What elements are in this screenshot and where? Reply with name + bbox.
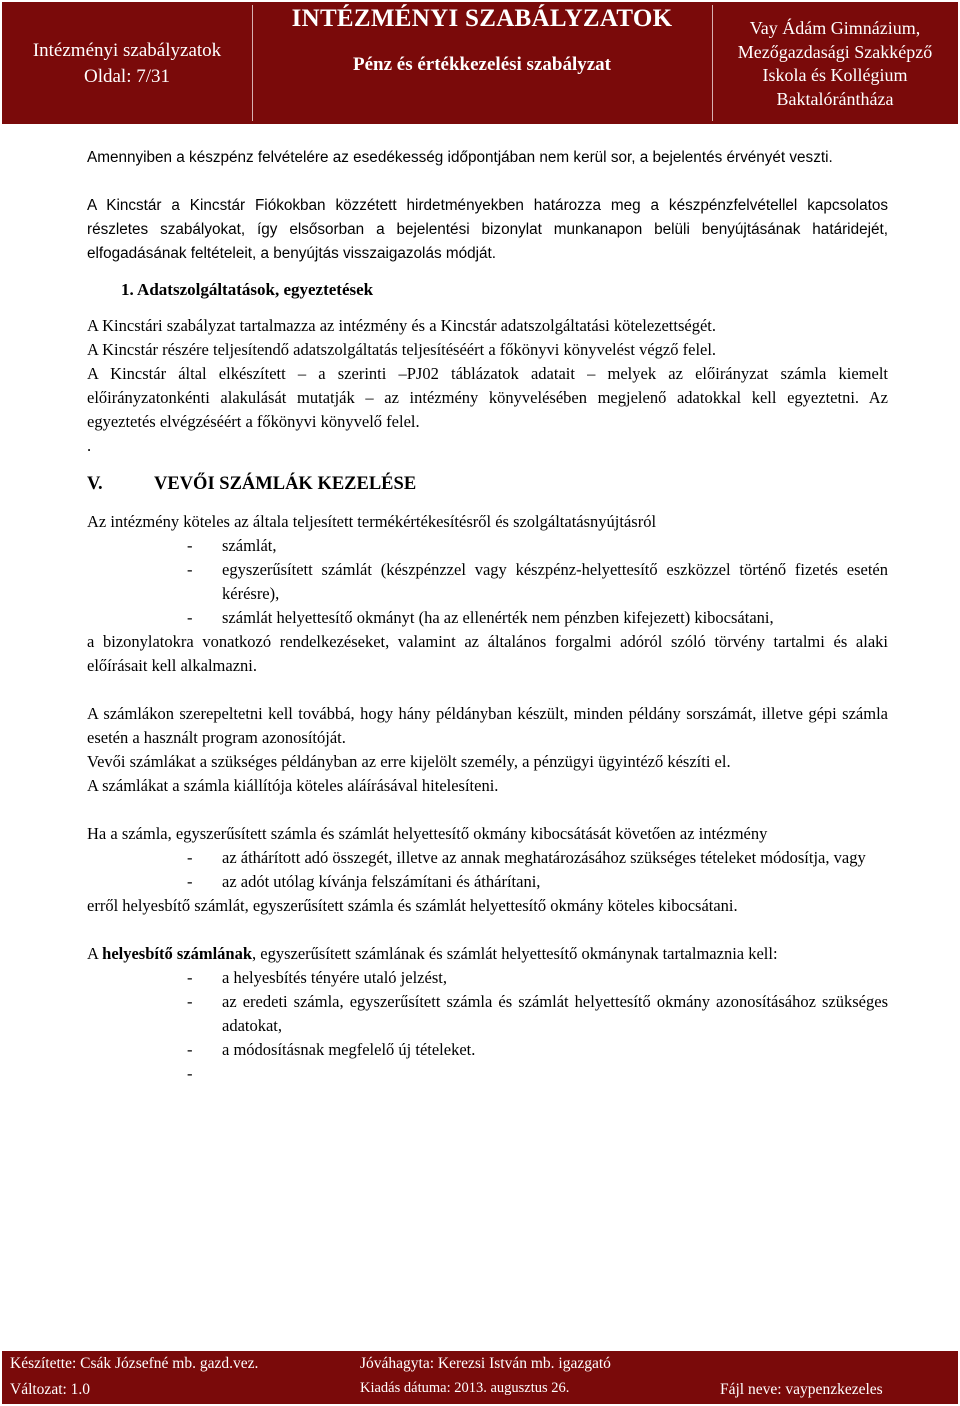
header-left-cell	[2, 2, 252, 124]
paragraph: erről helyesbítő számlát, egyszerűsített számla és számlát helyettesítő okmány köteles kibocsátani.	[87, 896, 738, 915]
paragraph: a bizonylatokra vonatkozó rendelkezéseket, valamint az általános forgalmi adóról szóló törvény tartalmi és alaki előírásait kell alkalmazni.	[87, 632, 888, 675]
paragraph: Ha a számla, egyszerűsített számla és számlát helyettesítő okmány kibocsátását követően az intézmény	[87, 824, 768, 843]
institution-line: Mezőgazdasági Szakképző	[737, 41, 933, 62]
header-doc-category: Intézményi szabályzatok	[32, 40, 222, 61]
paragraph: A Kincstári szabályzat tartalmazza az intézmény és a Kincstár adatszolgáltatási kötelezettségét.	[87, 316, 716, 335]
paragraph: A Kincstár által elkészített – a szerinti –PJ02 táblázatok adatait – melyek az előirányzat számla kiemelt előirányzatonkénti alakulását mutatják – az intézmény könyvelésében megjelenő adatokkal kell egyeztetni. Az egyeztetés elvégzéséért a főkönyvi könyvelő felel.	[87, 364, 888, 431]
list-item: - az adót utólag kívánja felszámítani és áthárítani,	[187, 872, 541, 891]
institution-line: Vay Ádám Gimnázium,	[749, 18, 921, 38]
footer-filename: Fájl neve: vaypenzkezeles	[720, 1381, 883, 1398]
list-item: - az eredeti számla, egyszerűsített számla és számlát helyettesítő okmány azonosításához szükséges adatokat,	[187, 992, 888, 1035]
list-item: - a módosításnak megfelelő új tételeket.	[187, 1040, 476, 1059]
paragraph: .	[87, 436, 92, 455]
paragraph: A számlákat a számla kiállítója köteles aláírásával hitelesíteni.	[87, 776, 499, 795]
institution-name	[712, 17, 958, 111]
paragraph: A Kincstár részére teljesítendő adatszolgáltatás teljesítéséért a főkönyvi könyvelést végző felel.	[87, 340, 717, 359]
footer-version: Változat: 1.0	[10, 1381, 91, 1398]
header-title: INTÉZMÉNYI SZABÁLYZATOK	[291, 5, 673, 32]
list-item: - az áthárított adó összegét, illetve az annak meghatározásához szükséges tételeket módosítja, vagy	[187, 848, 866, 867]
header-right-cell	[712, 2, 958, 124]
footer-approved: Jóváhagyta: Kerezsi István mb. igazgató	[360, 1355, 611, 1372]
section-title: VEVŐI SZÁMLÁK KEZELÉSE	[154, 474, 417, 494]
footer-issue-date: Kiadás dátuma: 2013. augusztus 26.	[360, 1380, 570, 1396]
institution-line: Baktalórántháza	[776, 88, 894, 109]
document-body	[87, 146, 888, 1083]
footer-author: Készítette: Csák Józsefné mb. gazd.vez.	[10, 1355, 259, 1372]
list-item: - egyszerűsített számlát (készpénzzel vagy készpénz-helyettesítő eszközzel történő fizetés esetén kérésre),	[187, 560, 888, 603]
section-heading	[87, 470, 888, 498]
bullet-list: - a helyesbítés tényére utaló jelzést, - az eredeti számla, egyszerűsített számla és számlát helyettesítő okmány azonosításához szükséges adatokat, - a módosításnak megfelelő új tételeket. -	[87, 966, 888, 1062]
list-item: - a helyesbítés tényére utaló jelzést,	[187, 968, 447, 987]
header-page-number: Oldal: 7/31	[83, 66, 171, 87]
emphasis: helyesbítő számlának	[102, 944, 253, 963]
paragraph: A számlákon szerepeltetni kell továbbá, hogy hány példányban készült, minden példány sorszámát, illetve gépi számla esetén a használt program azonosítóját.	[87, 704, 888, 747]
list-item: - számlát,	[187, 536, 277, 555]
bullet-list	[87, 534, 888, 630]
paragraph: Amennyiben a készpénz felvételére az esedékesség időpontjában nem kerül sor, a bejelentés érvényét veszti.	[87, 149, 833, 166]
document-header	[2, 2, 958, 124]
bullet-list	[87, 846, 888, 894]
header-subtitle: Pénz és értékkezelési szabályzat	[353, 54, 611, 75]
paragraph: A Kincstár a Kincstár Fiókokban közzétett hirdetményekben határozza meg a készpénzfelvétellel kapcsolatos részletes szabályokat, így elsősorban a bejelentési bizonylat munkanapon belüli benyújtásának határidejét, elfogadásának feltételeit, a benyújtás visszaigazolás módját.	[87, 197, 888, 262]
subsection-heading: 1. Adatszolgáltatások, egyeztetések	[121, 280, 374, 299]
paragraph: Az intézmény köteles az általa teljesített termékértékesítésről és szolgáltatásnyújtásról	[87, 512, 657, 531]
institution-line: Iskola és Kollégium	[762, 65, 908, 85]
header-middle-cell	[252, 2, 712, 124]
list-item: - számlát helyettesítő okmányt (ha az ellenérték nem pénzben kifejezett) kibocsátani,	[187, 608, 774, 627]
paragraph: A helyesbítő számlának, egyszerűsített számlának és számlát helyettesítő okmánynak tartalmaznia kell:	[87, 944, 778, 963]
section-number: V.	[87, 474, 103, 494]
document-footer	[2, 1351, 958, 1404]
paragraph: Vevői számlákat a szükséges példányban az erre kijelölt személy, a pénzügyi ügyintéző készíti el.	[87, 752, 731, 771]
